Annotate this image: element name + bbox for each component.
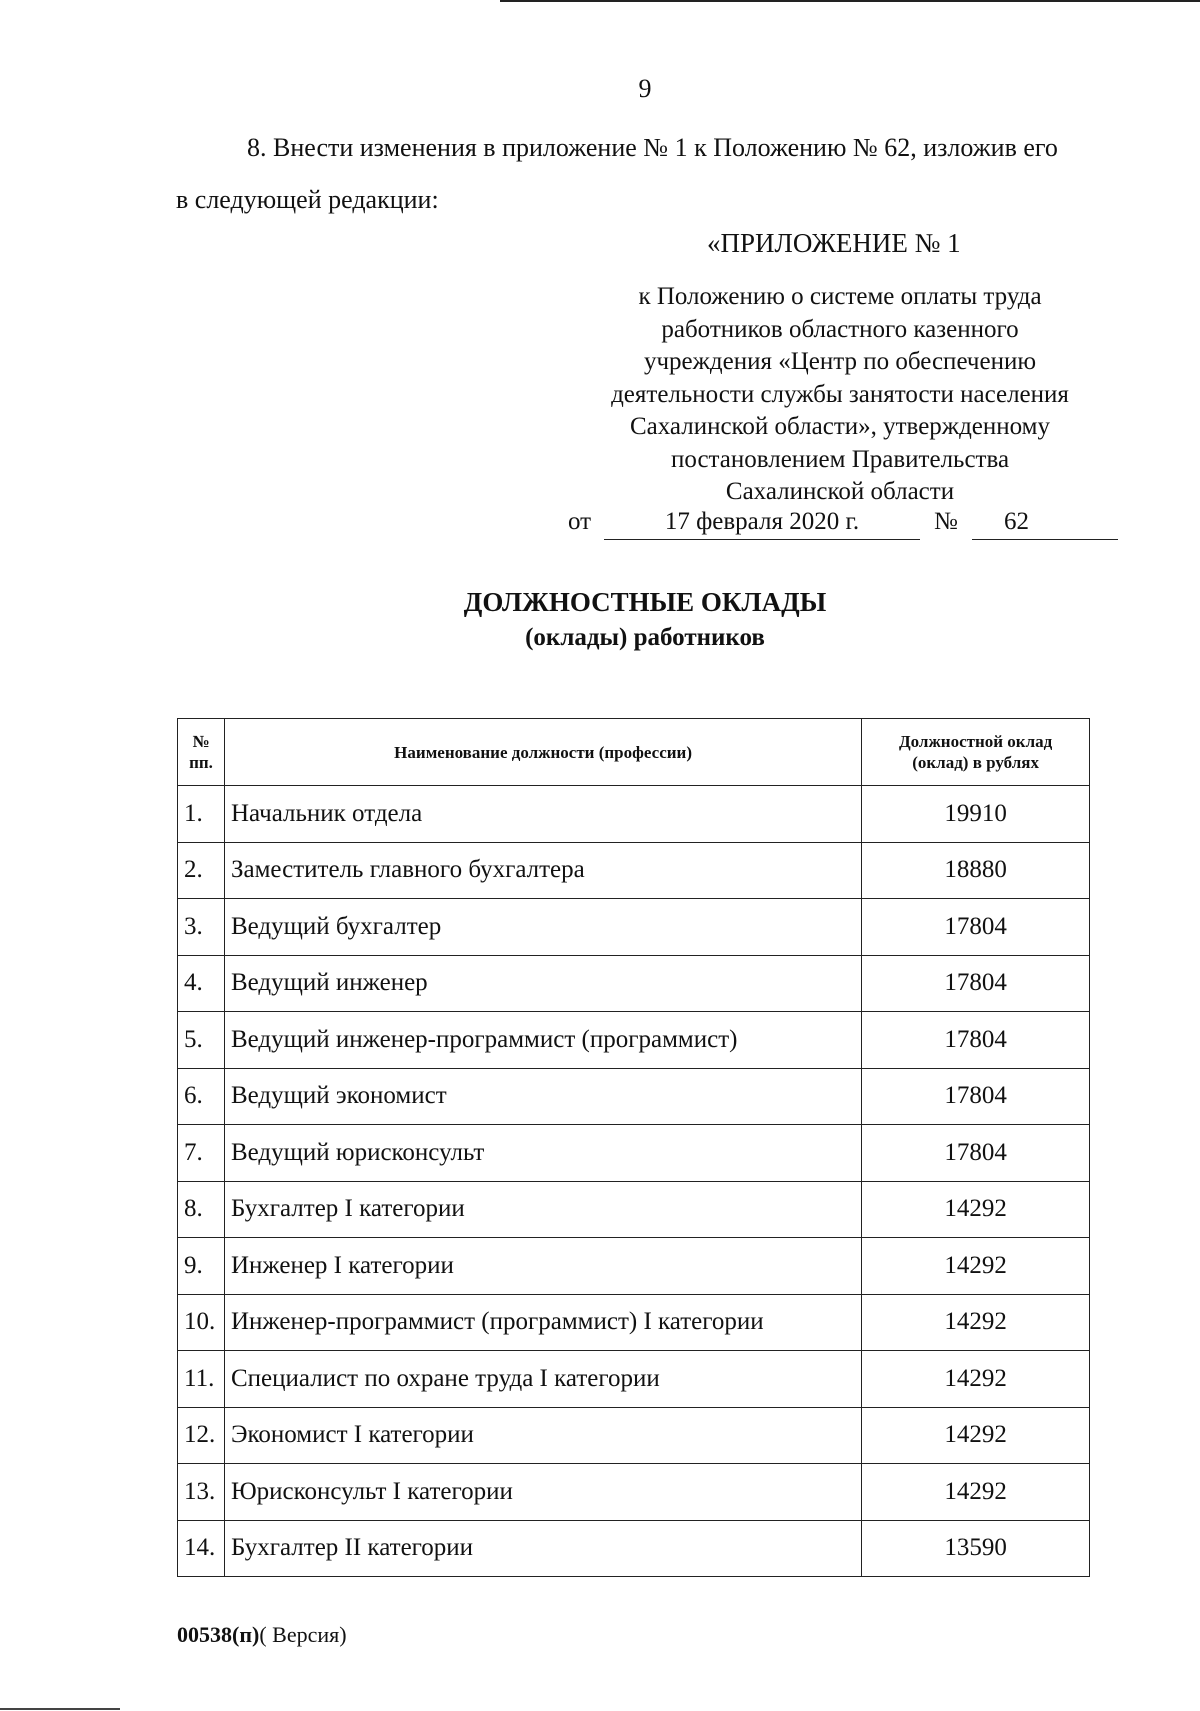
salary-value: 14292 [862,1294,1090,1351]
salary-value: 13590 [862,1520,1090,1577]
position-name: Бухгалтер II категории [224,1520,861,1577]
table-row [178,899,1090,956]
header-salary: Должностной оклад (оклад) в рублях [862,719,1090,786]
page-number: 9 [638,74,652,103]
number-label: № [934,508,958,535]
position-name: Экономист I категории [224,1407,861,1464]
table-row [178,1125,1090,1182]
position-name: Бухгалтер I категории [224,1181,861,1238]
row-number: 14. [178,1520,225,1577]
bottom-rule [0,1708,120,1710]
salary-value: 14292 [862,1464,1090,1521]
salary-value: 14292 [862,1407,1090,1464]
table-row [178,1068,1090,1125]
table-row [178,786,1090,843]
table-row [178,1238,1090,1295]
table-row [178,1520,1090,1577]
row-number: 2. [178,842,225,899]
position-name: Ведущий инженер [224,955,861,1012]
position-name: Инженер I категории [224,1238,861,1295]
position-name: Ведущий бухгалтер [224,899,861,956]
row-number: 1. [178,786,225,843]
table-row [178,1351,1090,1408]
row-number: 7. [178,1125,225,1182]
position-name: Специалист по охране труда I категории [224,1351,861,1408]
table-row [178,842,1090,899]
top-rule [500,0,1200,2]
appendix-reference: к Положению о системе оплаты труда работников областного казенного учреждения «Центр по обеспечению деятельности службы занятости населения Сахалинской области», утвержденному постановлением Правительства Сахалинской области [611,283,1069,505]
salary-value: 14292 [862,1181,1090,1238]
table-row [178,955,1090,1012]
row-number: 4. [178,955,225,1012]
position-name: Ведущий экономист [224,1068,861,1125]
intro-paragraph-line-2: в следующей редакции: [176,185,439,214]
approval-line [568,508,1118,542]
table-row [178,1294,1090,1351]
footer-document-code [177,1622,347,1648]
row-number: 8. [178,1181,225,1238]
approval-number: 62 [972,508,1118,540]
row-number: 6. [178,1068,225,1125]
header-number: № пп. [178,719,225,786]
salary-value: 17804 [862,1068,1090,1125]
footer-code: 00538(п) [177,1622,260,1647]
salary-value: 17804 [862,1125,1090,1182]
position-name: Юрисконсульт I категории [224,1464,861,1521]
table-row [178,1464,1090,1521]
position-name: Начальник отдела [224,786,861,843]
table-header-row [178,719,1090,786]
row-number: 3. [178,899,225,956]
footer-version: ( Версия) [259,1622,347,1647]
document-subtitle: (оклады) работников [525,624,765,651]
position-name: Ведущий инженер-программист (программист) [224,1012,861,1069]
salary-value: 14292 [862,1351,1090,1408]
salary-value: 18880 [862,842,1090,899]
row-number: 11. [178,1351,225,1408]
approval-date: 17 февраля 2020 г. [604,508,920,540]
table-row [178,1407,1090,1464]
table-row [178,1181,1090,1238]
position-name: Заместитель главного бухгалтера [224,842,861,899]
row-number: 10. [178,1294,225,1351]
row-number: 12. [178,1407,225,1464]
salary-value: 17804 [862,955,1090,1012]
salary-table [177,718,1090,1577]
row-number: 9. [178,1238,225,1295]
row-number: 13. [178,1464,225,1521]
table-row [178,1012,1090,1069]
document-title: ДОЛЖНОСТНЫЕ ОКЛАДЫ [463,587,827,617]
appendix-title: «ПРИЛОЖЕНИЕ № 1 [707,228,961,258]
salary-value: 19910 [862,786,1090,843]
header-position-name: Наименование должности (профессии) [224,719,861,786]
salary-value: 17804 [862,1012,1090,1069]
position-name: Инженер-программист (программист) I категории [224,1294,861,1351]
from-label: от [568,508,592,535]
row-number: 5. [178,1012,225,1069]
intro-paragraph-line-1: 8. Внести изменения в приложение № 1 к Положению № 62, изложив его [247,133,1058,162]
salary-value: 17804 [862,899,1090,956]
salary-value: 14292 [862,1238,1090,1295]
position-name: Ведущий юрисконсульт [224,1125,861,1182]
